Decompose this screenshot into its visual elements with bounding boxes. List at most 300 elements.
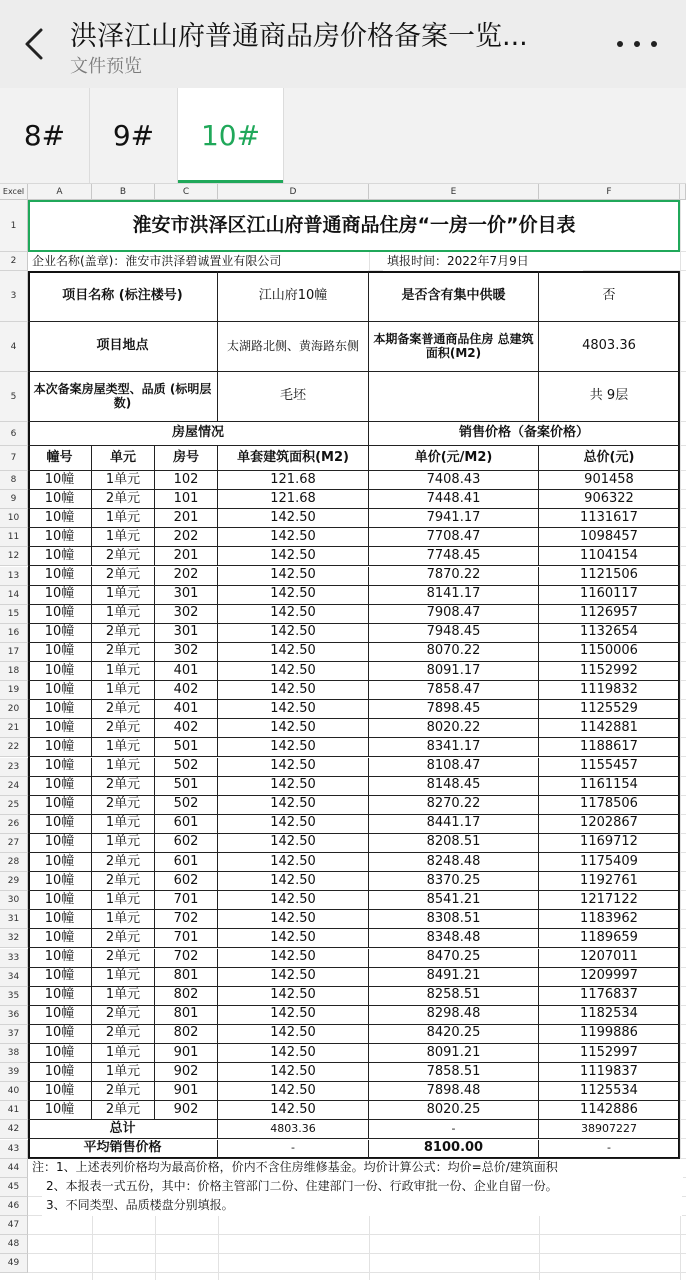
table-cell: 10幢: [28, 987, 92, 1006]
row-header: 37: [0, 1025, 28, 1044]
table-cell: 10幢: [28, 643, 92, 662]
row-header: 11: [0, 528, 28, 547]
table-cell: 142.50: [218, 834, 369, 853]
column-header-C: C: [155, 184, 218, 200]
table-cell: 142.50: [218, 872, 369, 891]
table-cell: 1183962: [539, 910, 680, 929]
row-header: 45: [0, 1178, 28, 1197]
table-cell: 1207011: [539, 949, 680, 968]
table-cell: 2单元: [92, 796, 155, 815]
more-options-icon[interactable]: [612, 32, 662, 56]
table-cell: 8020.25: [369, 1101, 539, 1120]
table-cell: 502: [155, 758, 218, 777]
table-cell: 2单元: [92, 929, 155, 948]
table-cell: 1单元: [92, 509, 155, 528]
row-header: 27: [0, 834, 28, 853]
table-cell: 1119837: [539, 1063, 680, 1082]
table-cell: 7898.48: [369, 1082, 539, 1101]
table-cell: 10幢: [28, 700, 92, 719]
table-cell: 1单元: [92, 815, 155, 834]
table-cell: 10幢: [28, 853, 92, 872]
table-cell: 1192761: [539, 872, 680, 891]
table-cell: 8208.51: [369, 834, 539, 853]
table-cell: 10幢: [28, 662, 92, 681]
table-cell: 1单元: [92, 681, 155, 700]
table-cell: 1182534: [539, 1006, 680, 1025]
table-cell: 10幢: [28, 758, 92, 777]
row-header: 4: [0, 322, 28, 372]
floors-value: 共 9层: [539, 372, 680, 422]
table-column-header: 总价(元): [539, 446, 680, 471]
table-cell: 2单元: [92, 719, 155, 738]
table-cell: 1104154: [539, 547, 680, 566]
table-cell: 1161154: [539, 777, 680, 796]
table-cell: 1单元: [92, 834, 155, 853]
table-cell: 1单元: [92, 586, 155, 605]
table-cell: 1142886: [539, 1101, 680, 1120]
table-cell: 8348.48: [369, 929, 539, 948]
heating-label: 是否含有集中供暖: [369, 271, 539, 322]
table-cell: 1142881: [539, 719, 680, 738]
table-cell: 201: [155, 509, 218, 528]
table-cell: 702: [155, 949, 218, 968]
table-cell: 142.50: [218, 681, 369, 700]
table-cell: 1199886: [539, 1025, 680, 1044]
row-header: 2: [0, 252, 28, 271]
table-cell: 142.50: [218, 662, 369, 681]
column-header-D: D: [218, 184, 369, 200]
report-date: 填报时间：2022年7月9日: [383, 252, 583, 271]
table-cell: 2单元: [92, 1082, 155, 1101]
table-cell: 8148.45: [369, 777, 539, 796]
project-name-label: 项目名称 (标注楼号): [28, 271, 218, 322]
table-cell: 1150006: [539, 643, 680, 662]
house-type-blank: [369, 372, 539, 422]
table-cell: 142.50: [218, 853, 369, 872]
table-cell: 1单元: [92, 968, 155, 987]
table-cell: 1单元: [92, 987, 155, 1006]
table-cell: 7898.45: [369, 700, 539, 719]
table-cell: 10幢: [28, 528, 92, 547]
table-cell: 142.50: [218, 509, 369, 528]
table-cell: 7858.47: [369, 681, 539, 700]
table-cell: 1125534: [539, 1082, 680, 1101]
project-name-value: 江山府10幢: [218, 271, 369, 322]
table-cell: 2单元: [92, 872, 155, 891]
row-header: 16: [0, 624, 28, 643]
table-cell: 1单元: [92, 662, 155, 681]
table-cell: 602: [155, 872, 218, 891]
table-cell: 802: [155, 1025, 218, 1044]
app-bar: [0, 0, 686, 88]
table-cell: 1单元: [92, 528, 155, 547]
table-cell: 8070.22: [369, 643, 539, 662]
table-cell: 142.50: [218, 929, 369, 948]
table-cell: 10幢: [28, 605, 92, 624]
table-cell: 202: [155, 528, 218, 547]
row-header: 10: [0, 509, 28, 528]
table-cell: 7408.43: [369, 471, 539, 490]
grid-line: [28, 1254, 686, 1273]
table-cell: 1160117: [539, 586, 680, 605]
table-cell: 8441.17: [369, 815, 539, 834]
row-header: 30: [0, 891, 28, 910]
table-cell: 7448.41: [369, 490, 539, 509]
table-cell: 402: [155, 719, 218, 738]
table-cell: 8370.25: [369, 872, 539, 891]
table-cell: 10幢: [28, 1025, 92, 1044]
table-cell: 901: [155, 1044, 218, 1063]
total-price: 38907227: [539, 1120, 680, 1139]
table-cell: 2单元: [92, 1006, 155, 1025]
average-total: -: [539, 1140, 680, 1159]
table-cell: 1单元: [92, 471, 155, 490]
table-cell: 601: [155, 853, 218, 872]
table-cell: 2单元: [92, 1101, 155, 1120]
table-cell: 701: [155, 929, 218, 948]
table-cell: 8308.51: [369, 910, 539, 929]
table-cell: 7908.47: [369, 605, 539, 624]
table-cell: 1单元: [92, 891, 155, 910]
table-column-header: 单价(元/M2): [369, 446, 539, 471]
table-cell: 10幢: [28, 567, 92, 586]
sheet-title: 淮安市洪泽区江山府普通商品住房“一房一价”价目表: [28, 200, 680, 252]
table-cell: 1217122: [539, 891, 680, 910]
table-cell: 8298.48: [369, 1006, 539, 1025]
row-header: 21: [0, 719, 28, 738]
table-cell: 902: [155, 1063, 218, 1082]
row-header: 39: [0, 1063, 28, 1082]
table-cell: 401: [155, 662, 218, 681]
location-label: 项目地点: [28, 322, 218, 372]
table-cell: 1178506: [539, 796, 680, 815]
row-header: 3: [0, 271, 28, 322]
table-cell: 10幢: [28, 1082, 92, 1101]
row-header: 38: [0, 1044, 28, 1063]
table-cell: 702: [155, 910, 218, 929]
table-cell: 142.50: [218, 1006, 369, 1025]
row-header: 40: [0, 1082, 28, 1101]
table-column-header: 房号: [155, 446, 218, 471]
table-cell: 10幢: [28, 509, 92, 528]
column-header-A: A: [28, 184, 92, 200]
table-cell: 901458: [539, 471, 680, 490]
table-cell: 501: [155, 738, 218, 757]
table-cell: 142.50: [218, 1082, 369, 1101]
table-cell: 602: [155, 834, 218, 853]
table-cell: 2单元: [92, 643, 155, 662]
table-cell: 1125529: [539, 700, 680, 719]
table-cell: 10幢: [28, 1063, 92, 1082]
table-cell: 142.50: [218, 738, 369, 757]
table-cell: 2单元: [92, 547, 155, 566]
row-header: 23: [0, 758, 28, 777]
table-cell: 121.68: [218, 490, 369, 509]
table-cell: 302: [155, 643, 218, 662]
house-info-header: 房屋情况: [28, 422, 369, 446]
row-header: 42: [0, 1120, 28, 1139]
table-cell: 8248.48: [369, 853, 539, 872]
table-cell: 10幢: [28, 796, 92, 815]
row-header: 5: [0, 372, 28, 422]
house-type-label: 本次备案房屋类型、品质 (标明层数): [28, 372, 218, 422]
table-cell: 1单元: [92, 738, 155, 757]
row-header: 34: [0, 968, 28, 987]
table-cell: 1131617: [539, 509, 680, 528]
note-line-3: 3、不同类型、品质楼盘分别填报。: [42, 1197, 682, 1216]
table-cell: 2单元: [92, 490, 155, 509]
table-cell: 302: [155, 605, 218, 624]
table-cell: 8270.22: [369, 796, 539, 815]
column-header-B: B: [92, 184, 155, 200]
table-cell: 10幢: [28, 968, 92, 987]
table-cell: 7748.45: [369, 547, 539, 566]
table-cell: 902: [155, 1101, 218, 1120]
total-area-label: 本期备案普通商品住房 总建筑面积(M2): [369, 322, 539, 372]
table-cell: 801: [155, 968, 218, 987]
table-cell: 201: [155, 547, 218, 566]
table-cell: 10幢: [28, 777, 92, 796]
table-cell: 2单元: [92, 624, 155, 643]
table-cell: 142.50: [218, 586, 369, 605]
table-cell: 8091.21: [369, 1044, 539, 1063]
row-header: 26: [0, 815, 28, 834]
table-cell: 1188617: [539, 738, 680, 757]
row-header: 28: [0, 853, 28, 872]
table-cell: 10幢: [28, 719, 92, 738]
row-header: 41: [0, 1101, 28, 1120]
row-header: 43: [0, 1140, 28, 1159]
table-cell: 7870.22: [369, 567, 539, 586]
grid-line: [28, 1216, 686, 1235]
table-cell: 1155457: [539, 758, 680, 777]
row-header: 1: [0, 200, 28, 252]
table-cell: 1单元: [92, 758, 155, 777]
table-cell: 142.50: [218, 547, 369, 566]
table-cell: 1152997: [539, 1044, 680, 1063]
table-cell: 8470.25: [369, 949, 539, 968]
table-cell: 142.50: [218, 796, 369, 815]
table-cell: 1126957: [539, 605, 680, 624]
row-header: 15: [0, 605, 28, 624]
table-cell: 1单元: [92, 605, 155, 624]
table-cell: 8341.17: [369, 738, 539, 757]
total-area: 4803.36: [218, 1120, 369, 1139]
table-cell: 601: [155, 815, 218, 834]
table-cell: 7708.47: [369, 528, 539, 547]
table-cell: 142.50: [218, 1044, 369, 1063]
table-cell: 301: [155, 624, 218, 643]
row-header: 48: [0, 1235, 28, 1254]
tab-8[interactable]: 8#: [0, 88, 90, 183]
average-price: 8100.00: [369, 1140, 539, 1159]
table-cell: 502: [155, 796, 218, 815]
table-cell: 7948.45: [369, 624, 539, 643]
table-cell: 401: [155, 700, 218, 719]
row-header: 25: [0, 796, 28, 815]
table-cell: 1119832: [539, 681, 680, 700]
table-cell: 142.50: [218, 528, 369, 547]
table-cell: 501: [155, 777, 218, 796]
table-cell: 142.50: [218, 700, 369, 719]
heating-value: 否: [539, 271, 680, 322]
row-header: 47: [0, 1216, 28, 1235]
table-cell: 1单元: [92, 910, 155, 929]
average-price-label: 平均销售价格: [28, 1140, 218, 1159]
table-cell: 142.50: [218, 987, 369, 1006]
tab-9[interactable]: 9#: [90, 88, 178, 183]
row-header: 46: [0, 1197, 28, 1216]
table-cell: 1209997: [539, 968, 680, 987]
total-area-value: 4803.36: [539, 322, 680, 372]
row-header: 31: [0, 910, 28, 929]
table-cell: 1098457: [539, 528, 680, 547]
table-cell: 8141.17: [369, 586, 539, 605]
row-header: 18: [0, 662, 28, 681]
table-cell: 1121506: [539, 567, 680, 586]
table-cell: 10幢: [28, 1006, 92, 1025]
total-unit-price: -: [369, 1120, 539, 1139]
table-cell: 906322: [539, 490, 680, 509]
table-cell: 142.50: [218, 910, 369, 929]
table-cell: 7941.17: [369, 509, 539, 528]
tab-10[interactable]: 10#: [178, 88, 284, 183]
table-cell: 10幢: [28, 1044, 92, 1063]
table-cell: 2单元: [92, 949, 155, 968]
table-cell: 1132654: [539, 624, 680, 643]
average-area: -: [218, 1140, 369, 1159]
table-cell: 142.50: [218, 758, 369, 777]
table-cell: 10幢: [28, 490, 92, 509]
table-cell: 801: [155, 1006, 218, 1025]
table-cell: 101: [155, 490, 218, 509]
row-header: 13: [0, 567, 28, 586]
row-header: 24: [0, 777, 28, 796]
column-header-F: F: [539, 184, 680, 200]
table-cell: 10幢: [28, 834, 92, 853]
table-cell: 1202867: [539, 815, 680, 834]
table-cell: 1152992: [539, 662, 680, 681]
row-header: 9: [0, 490, 28, 509]
row-header: 17: [0, 643, 28, 662]
table-cell: 10幢: [28, 624, 92, 643]
table-cell: 2单元: [92, 567, 155, 586]
row-header: 14: [0, 586, 28, 605]
document-subtitle: 文件预览: [70, 56, 142, 77]
location-value: 太湖路北侧、黄海路东侧: [218, 322, 369, 372]
table-cell: 8108.47: [369, 758, 539, 777]
table-cell: 901: [155, 1082, 218, 1101]
table-cell: 10幢: [28, 738, 92, 757]
table-cell: 10幢: [28, 872, 92, 891]
table-cell: 142.50: [218, 815, 369, 834]
table-cell: 10幢: [28, 586, 92, 605]
table-cell: 802: [155, 987, 218, 1006]
note-line-2: 2、本报表一式五份，其中：价格主管部门二份、住建部门一份、行政审批一份、企业自留一份。: [42, 1178, 682, 1197]
table-cell: 10幢: [28, 547, 92, 566]
row-header: 29: [0, 872, 28, 891]
document-title: 洪泽江山府普通商品房价格备案一览...: [70, 21, 528, 52]
table-cell: 142.50: [218, 719, 369, 738]
table-cell: 142.50: [218, 949, 369, 968]
table-cell: 8541.21: [369, 891, 539, 910]
row-header: 49: [0, 1254, 28, 1273]
table-column-header: 单元: [92, 446, 155, 471]
row-header: 35: [0, 987, 28, 1006]
table-column-header: 单套建筑面积(M2): [218, 446, 369, 471]
grid-line: [28, 1235, 686, 1254]
table-cell: 202: [155, 567, 218, 586]
row-header: 19: [0, 681, 28, 700]
sheet-corner-label: Excel: [0, 184, 28, 200]
company-name: 企业名称(盖章)：淮安市洪泽碧诚置业有限公司: [28, 252, 368, 271]
table-cell: 2单元: [92, 700, 155, 719]
table-cell: 142.50: [218, 777, 369, 796]
table-cell: 8091.17: [369, 662, 539, 681]
column-header-E: E: [369, 184, 539, 200]
sheet-tabs: [0, 88, 686, 184]
table-cell: 1单元: [92, 1044, 155, 1063]
column-header-blank: [680, 184, 686, 200]
table-cell: 10幢: [28, 910, 92, 929]
table-cell: 142.50: [218, 1063, 369, 1082]
table-cell: 142.50: [218, 968, 369, 987]
table-cell: 8258.51: [369, 987, 539, 1006]
table-cell: 2单元: [92, 1025, 155, 1044]
table-cell: 121.68: [218, 471, 369, 490]
table-cell: 301: [155, 586, 218, 605]
table-cell: 1176837: [539, 987, 680, 1006]
row-header: 33: [0, 949, 28, 968]
row-header: 44: [0, 1159, 28, 1178]
grid-column-line: [680, 200, 681, 1280]
row-header: 12: [0, 547, 28, 566]
table-cell: 8491.21: [369, 968, 539, 987]
row-header: 36: [0, 1006, 28, 1025]
table-cell: 10幢: [28, 815, 92, 834]
back-arrow-icon[interactable]: [14, 22, 54, 66]
table-cell: 2单元: [92, 853, 155, 872]
row-header: 22: [0, 738, 28, 757]
spreadsheet-preview[interactable]: [0, 184, 686, 1280]
table-cell: 8420.25: [369, 1025, 539, 1044]
table-cell: 142.50: [218, 605, 369, 624]
table-cell: 10幢: [28, 929, 92, 948]
table-cell: 142.50: [218, 1101, 369, 1120]
table-cell: 10幢: [28, 681, 92, 700]
table-cell: 142.50: [218, 643, 369, 662]
table-cell: 142.50: [218, 891, 369, 910]
table-cell: 10幢: [28, 891, 92, 910]
table-cell: 7858.51: [369, 1063, 539, 1082]
note-line-1: 注：1、上述表列价格均为最高价格，价内不含住房维修基金。均价计算公式：均价=总价/建筑面积: [28, 1159, 683, 1178]
table-cell: 10幢: [28, 1101, 92, 1120]
row-header: 6: [0, 422, 28, 446]
table-cell: 10幢: [28, 949, 92, 968]
table-cell: 1175409: [539, 853, 680, 872]
table-cell: 1单元: [92, 1063, 155, 1082]
row-header: 7: [0, 446, 28, 471]
table-cell: 8020.22: [369, 719, 539, 738]
total-label: 总计: [28, 1120, 218, 1139]
table-cell: 10幢: [28, 471, 92, 490]
table-cell: 402: [155, 681, 218, 700]
row-header: 20: [0, 700, 28, 719]
table-cell: 142.50: [218, 567, 369, 586]
table-column-header: 幢号: [28, 446, 92, 471]
table-cell: 102: [155, 471, 218, 490]
row-header: 8: [0, 471, 28, 490]
